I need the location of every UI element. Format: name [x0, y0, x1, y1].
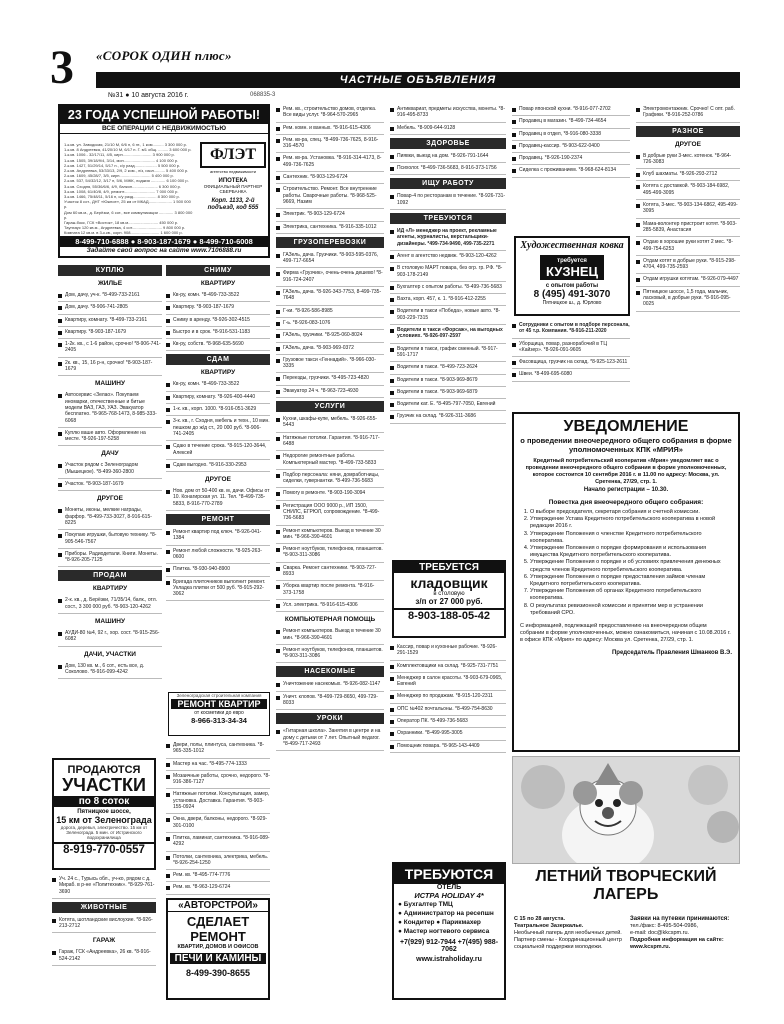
classified-ad: Котята с доставкой. *8-903-184-6982, 495-499-3095	[636, 181, 740, 200]
classified-ad: Кассир, повар и кухонные рабочие. *8-926-291-1529	[390, 642, 506, 661]
estate-listing-row: 2-к.кв. Андреевка, 53/33/13, 2/9, 2 ком., л/з, изол.......... 5 400 000 р.	[64, 168, 189, 174]
masthead	[50, 41, 740, 100]
classified-ad: Автосервис «Зелао». Покупаем иномарки, отечественные и битые модели ВАЗ, ГАЗ, УАЗ. Эвакуатор бесплатно. *8-965-768-1473, 8-985-333-6068	[58, 390, 162, 427]
subsection-header: КВАРТИРУ	[92, 585, 128, 593]
hotel-ad-position: ● Кондитер ● Парикмахер	[398, 919, 481, 926]
classified-ad: Куплю ваше авто. Оформление на месте. *8-926-197-5258	[58, 428, 162, 447]
classified-ad: Пиявки, выезд на дом. *8-926-791-1644	[390, 151, 506, 163]
classified-ad: Агент в агентство недвиж. *8-903-120-4262	[390, 251, 506, 263]
renovation-ad-phone: 8-966-313-34-34	[191, 716, 247, 725]
camp-email: e-mail: doc@kkcspm.ru.	[630, 930, 690, 936]
blacksmith-ad-address: Пятницкое ш., д. Юрлово	[542, 300, 602, 306]
classified-ad: Охранники. *8-499-995-3005	[390, 728, 506, 740]
hotel-jobs-ad	[392, 862, 506, 1000]
classified-ad: Уч. 24 с., Турысь обл., уч-ко, рядом с д. Мираб. в р-не «Политехник». *8-929-761-3690	[52, 874, 156, 899]
avtorstroy-headline: СДЕЛАЕТ РЕМОНТ	[186, 914, 250, 944]
section-header: УРОКИ	[276, 713, 384, 724]
classified-ad: Эвакуатор 24 ч. *8-963-723-4930	[276, 386, 384, 398]
classified-ad: Водители кат. Е. *8-495-797-7050, Евгений	[390, 399, 506, 411]
newspaper-title: «СОРОК ОДИН плюс»	[96, 48, 232, 63]
section-header: УСЛУГИ	[276, 401, 384, 412]
notice-info: С информацией, подлежащей предоставлению на внеочередном общем собрании в форме уполномоченных, можно ознакомиться, начиная с 10.08.2016 г. в офисе КПК «Мрия» по адресу: Москва ул. Сретенка, 27/29, стр. 1.	[520, 623, 731, 644]
meeting-notice	[512, 412, 740, 752]
section-header: РЕМОНТ	[166, 514, 270, 525]
avtorstroy-ad	[166, 898, 270, 1000]
classified-ad: Отдам игрушки котятам. *8-926-079-4497	[636, 274, 740, 286]
classified-ad: Плитка, ламинат, сантехника. *8-916-089-4292	[166, 833, 270, 852]
estate-agency-ad	[58, 104, 270, 258]
estate-ad-title: 23 ГОДА УСПЕШНОЙ РАБОТЫ!	[60, 106, 268, 124]
estate-listing-row: 3-к.кв. Сходня, 55/36/6/6, 4/9, балкон....................... 6 300 000 р.	[64, 183, 182, 189]
estate-site: Задайте свой вопрос на сайте www.7106888.ru	[86, 247, 242, 254]
column-2	[166, 262, 270, 690]
classified-ad: 2-к. кв., д. Берёзки, 71/35/14, балк., отл. сост., 3 300 000 руб. *8-903-120-4262	[58, 595, 162, 614]
notice-signature: Председатель Правления Шманков В.Э.	[611, 650, 732, 657]
classified-ad: Повар японской кухни. *8-916-077-2702	[512, 104, 630, 116]
plots-ad-line: ПРОДАЮТСЯ	[67, 764, 141, 776]
blacksmith-ad-exp: с опытом работы	[545, 283, 599, 289]
classified-ad: Кухни, шкафы-купе, мебель. *8-926-655-5443	[276, 414, 384, 433]
estate-listing-row: 2-к.кв. 537, 54/32/12, 3/17 п, 5/6, МЖК, лоджия ............. 6 100 000 р.	[64, 178, 189, 184]
classified-ad: Отдам котят в добрые руки. *8-915-298-4704, 499-735-2593	[636, 256, 740, 275]
column-4-bottom	[390, 642, 506, 858]
classified-ad: Водители в такси. *8-903-969-8679	[390, 375, 506, 387]
classified-ad: ГАЗель, дача. Грузчики. *8-903-595-0376, 499-717-6654	[276, 250, 384, 269]
renovation-ad	[168, 692, 270, 736]
notice-body: Кредитный потребительский кооператив «Мрия» уведомляет вас о проведении внеочередного общего собрания в форме уполномоченных, которое состоится 10 сентября 2016 г. в 11.00 по адресу: Москва, ул. Сретенка, 27/29, стр. 1.	[525, 458, 727, 485]
column-1-bottom	[52, 874, 156, 1014]
classified-ad: Ремонт компьютеров. Выезд в течение 30 мин. *8-966-390-4601	[276, 626, 384, 645]
renovation-ad-company: Зеленоградская строительная компания	[176, 693, 262, 698]
agency-address: Корп. 1133, 2-й подъезд, код 555	[207, 198, 259, 211]
camp-site: Подробная информация на сайте: www.kcspm.ru.	[630, 937, 724, 950]
classified-ad: ИД «Л» менеджер на проект, рекламные агенты, журналисты, верстальщики-дизайнеры. *499-734-9490, 499-735-2271	[390, 226, 506, 251]
subsection-header: МАШИНУ	[94, 618, 126, 626]
estate-listing-row: Гараж-бокс, ГСК «Восток», 18 кв.м........................... 450 000 р.	[64, 220, 179, 226]
classified-ad: Электрик. *8-903-129-6724	[276, 209, 384, 221]
classified-ad: Электрика, сантехника. *8-916-335-1012	[276, 222, 384, 234]
classified-ad: Антиквариат, предметы искусства, монеты. *8-916-495-8733	[390, 104, 506, 123]
section-header: РАЗНОЕ	[636, 126, 740, 137]
classified-ad: Отдаю в хорошие руки котят 2 мес. *8-499-754-6253	[636, 237, 740, 256]
classified-ad: Уборка квартир после ремонта. *8-916-373-1758	[276, 581, 384, 600]
classified-ad: Электромонтажник. Срочно! С опт. раб. Графики. *8-916-252-0786	[636, 104, 740, 123]
agenda-item: 6. Утверждение Положения о порядке предоставления займов членам Кредитного потребительского кооператива.	[530, 574, 732, 588]
classified-ad: Психолог. *8-499-736-5683, 8-916-373-1756	[390, 163, 506, 175]
classified-ad: Рем. комн. и ванных. *8-916-615-4306	[276, 123, 384, 135]
estate-phones: 8-499-710-6888 ● 8-903-187-1679 ● 8-499-710-6008	[60, 236, 268, 247]
classified-ad: Бухгалтер с опытом работы. *8-499-736-5683	[390, 282, 506, 294]
classified-ad: Продавец в магазин. *8-499-734-4654	[512, 116, 630, 128]
section-header: НАСЕКОМЫЕ	[276, 666, 384, 677]
estate-listing-row: 2-к.кв. 1427, 51/29/14, 5/17 п., с/у разд.................... 5 500 000 р.	[64, 162, 181, 168]
classified-ad: Г-ки. *8-926-586-8985	[276, 306, 384, 318]
camp-applications-label: Заявки на путевки принимаются:	[630, 916, 730, 922]
classified-ad: Сдаю в течение срока. *8-915-120-3644, Алексей	[166, 441, 270, 460]
agenda-item: 3. Утверждение Положения о членстве Кредитного потребительского кооператива.	[530, 531, 732, 545]
estate-listing-row: 2-к.кв. 1609, 45/28/7, 3/5, кирп............................ 5 400 000 р.	[64, 173, 174, 179]
classified-ad: Г-ь. *8-926-083-1076	[276, 318, 384, 330]
subsection-header: КОМПЬЮТЕРНАЯ ПОМОЩЬ	[284, 616, 376, 624]
flat-logo: ФЛЭТ	[200, 142, 266, 168]
renovation-ad-title: РЕМОНТ КВАРТИР	[171, 699, 267, 709]
classified-ad: Приборы. Радиодетали. Книги. Монеты. *8-926-205-7125	[58, 549, 162, 568]
classified-ad: Покупаю игрушки, бытовую технику. *8-905-546-7567	[58, 530, 162, 549]
classified-ad: Дом, 130 кв. м., 6 сот., есть все, д. Соколово. *8-916-099-4242	[58, 661, 162, 680]
subsection-header: КВАРТИРУ	[200, 369, 236, 377]
classified-ad: ОПС №402 почтальоны. *8-499-754-8630	[390, 704, 506, 716]
classified-ad: Сварка. Ремонт сантехники. *8-903-727-8933	[276, 563, 384, 582]
subsection-header: КВАРТИРУ	[200, 280, 236, 287]
classified-ad: 2к. кв., 15, 16 р-н, срочно! *8-903-187-1679	[58, 358, 162, 377]
classified-ad: ГАЗель, дача. *8-926-343-7753, 8-499-735-7648	[276, 287, 384, 306]
section-header: КУПЛЮ	[58, 265, 162, 276]
classified-ad: ГАЗель, дача. *8-903-969-0372	[276, 343, 384, 355]
notice-title: УВЕДОМЛЕНИЕ	[563, 418, 689, 435]
column-1	[58, 262, 162, 752]
classified-ad: Монеты, иконы, мелкие награды, фарфор. *8-499-733-3027, 8-916-615-8225	[58, 505, 162, 530]
camp-phone: тел./факс: 8-495-504-0986,	[630, 923, 699, 929]
column-3	[276, 104, 384, 1016]
plots-ad-phone: 8-919-770-0557	[54, 842, 154, 856]
classified-ad: В столовую МАРТ повара, без огр. гр. РФ. *8-903-178-2149	[390, 263, 506, 282]
column-4	[390, 104, 506, 556]
classified-ad: Котята, 3-мес. *8-903-134-6862, 495-499-3095	[636, 200, 740, 219]
hotel-ad-title: ТРЕБУЮТСЯ	[394, 864, 504, 884]
classified-ad: Клуб шахматы. *8-926-293-2712	[636, 169, 740, 181]
classified-ad: Менеджер в салон красоты. *8-903-679-0965, Евгений	[390, 673, 506, 692]
classified-ad: Оператор ПК. *8-499-736-5683	[390, 716, 506, 728]
estate-listing-row: 3-к.кв. 1008, 61/40/8, 4/9, ремонт............................ 7 000 000 р.	[64, 188, 179, 194]
classified-ad: Рем. кв-ра. Уcтановка. *8-916-314-4173, 8-499-736-7625	[276, 153, 384, 172]
classified-ad: Окна, двери, балконы, недорого. *8-929-301-0100	[166, 814, 270, 833]
classified-ad: Сотрудники с опытом в подборе персонала, от 45 т.р. Компания. *8-916-211-2020	[512, 320, 630, 339]
classified-ad: Повар-4 по ресторанам в течение. *8-926-731-1092	[390, 191, 506, 210]
classified-ad: Ремонт компьютеров. Выезд в течение 30 мин. *8-966-390-4601	[276, 526, 384, 545]
logo-caption: агентство недвижимости	[209, 169, 257, 174]
agenda-item: 5. Утверждение Положения о порядке и об условиях привлечения денежных средств членов Кредитного потребительского кооператива.	[530, 559, 732, 573]
hotel-ad-site: www.istraholiday.ru	[416, 956, 482, 963]
classified-ad: Помогу в ремонте. *8-903-190-3094	[276, 488, 384, 500]
classified-ad: Участок. *8-903-187-1679	[58, 479, 162, 491]
column-6	[636, 104, 740, 408]
classified-ad: Продавец. *8-926-190-2374	[512, 153, 630, 165]
blacksmith-ad-line: Художественная ковка	[520, 240, 624, 251]
classified-ad: Ремонт любой сложности. *8-925-263-0600	[166, 546, 270, 565]
classified-ad: Продавец в отдел, *8-916-080-3338	[512, 129, 630, 141]
classified-ad: Водители в такси «Форсаж», на выгодных условиях. *8-926-097-2597	[390, 325, 506, 344]
subsection-header: ГАРАЖ	[92, 937, 116, 945]
classified-ad: Сниму в аренду. *8-926-302-4515	[166, 315, 270, 327]
agenda-item: 2. Утверждение Устава Кредитного потребительского кооператива в новой редакции 2016 г.	[530, 516, 732, 530]
classified-ad: Сантехник. *8-903-129-6724	[276, 172, 384, 184]
classified-ad: Грузчик на склад. *8-926-311-3686	[390, 411, 506, 423]
classified-ad: Участок рядом с Зеленоградом (Мышецкое). *8-499-360-2800	[58, 460, 162, 479]
subsection-header: ДРУГОЕ	[97, 495, 123, 503]
subsection-header: ДРУГОЕ	[205, 476, 231, 484]
estate-listing-row: 1-к.кв. 1006 - 32/17/11, 4/5, кирп.......................... 3 900 000 р.	[64, 152, 175, 158]
notice-agenda-list	[530, 509, 732, 617]
plots-ad-size: по 8 соток	[54, 796, 154, 807]
classified-ad: В добрые руки 3-мес. котенок. *8-964-726-3083	[636, 151, 740, 170]
camp-description: Необычный лагерь для необычных детей. Партнер смены - Координационный центр социальной поддержки молодежи.	[514, 930, 622, 950]
camp-applications	[630, 916, 740, 923]
estate-listing-row: 1-к.кв. 8 Андреевка, 41/20/10 М, 6/17 п. Г. в/1 общ. ......... 3 600 000 р.	[64, 147, 192, 153]
section-header: ТРЕБУЮТСЯ	[390, 213, 506, 224]
issue-line: №31 ● 10 августа 2016 г.	[108, 92, 189, 99]
classified-ad: Дом, дачу. *8-906-741-2805	[58, 302, 162, 314]
plots-ad-details: дорога, деревья, электричество. 15 км от Зеленограда. 5 мин. от Истринского водохранилища	[60, 825, 148, 840]
blacksmith-ad-label: требуется	[557, 258, 587, 264]
storekeeper-ad-top: ТРЕБУЕТСЯ	[394, 562, 504, 573]
classified-ad: Двери, полы, плинтуса, сантехника. *8-965-335-1012	[166, 740, 270, 759]
camp-title: ЛЕТНИЙ ТВОРЧЕСКИЙ ЛАГЕРЬ	[535, 868, 717, 903]
hotel-ad-position: ● Администратор на ресепшн	[398, 910, 494, 917]
agenda-item: 8. О результатах ревизионной комиссии и принятии мер в устранении требований СРО.	[530, 603, 732, 617]
storekeeper-ad-place: в столовую	[433, 591, 465, 597]
avtorstroy-name: «АВТОРСТРОЙ»	[168, 900, 268, 912]
avtorstroy-phone: 8-499-390-8655	[185, 968, 251, 978]
land-plots-ad	[52, 758, 156, 870]
agenda-item: 4. Утверждение Положения о порядке формирования и использования имущества Кредитного потребительского кооператива.	[530, 545, 732, 559]
subsection-header: ДРУГОЕ	[675, 140, 701, 148]
classified-ad: Регистрация ООО 9000 р., ИП 1500, СНИЛС, ЕГРЮЛ, сопровождение. *8-499-736-5683	[276, 501, 384, 526]
classified-ad: Водители в такси «Победа», новые авто. *8-903-229-7315	[390, 306, 506, 325]
classified-ad: Продавец-кассир. *8-903-622-0400	[512, 141, 630, 153]
notice-registration: Начало регистрации – 10.30.	[583, 487, 669, 493]
classified-ad: Котята, шотландские вислоухие. *8-926-213-2712	[52, 915, 156, 934]
estate-listing-row: 1-к.кв. 1505, 39/18/9/4, 3/14, мон............................ 4 100 000 р.	[64, 157, 179, 163]
estate-ad-subtitle: ВСЕ ОПЕРАЦИИ С НЕДВИЖИМОСТЬЮ	[60, 124, 268, 134]
classified-ad: 3-к. кв., г. Сходня, мебель и техн., 10 мин. пешком до ж/д ст., 20 000 руб. *8-906-741-2405	[166, 416, 270, 441]
plots-ad-road: Пятницкое шоссе,	[77, 809, 131, 815]
classified-ad: Подбор персонала: няни, домработницы, сиделки, гувернантки. *8-499-736-5683	[276, 470, 384, 489]
classified-ad: Рем. кв-ра, спец. *8-499-736-7625, 8-916-316-4570	[276, 135, 384, 154]
blacksmith-ad-phone: 8 (495) 491-3070	[533, 289, 611, 300]
classified-ad: Грузовое такси «Геннадий». *8-966-030-3335	[276, 355, 384, 374]
estate-listing	[64, 142, 194, 236]
classified-ad: ГАЗель, грузчики. *8-925-060-8024	[276, 330, 384, 342]
estate-listing-row: 1-к.кв. ул. Заводская, 21/10 М, 6/6 п, 6 эт., 1 ком.......... 3 300 000 р.	[64, 142, 187, 147]
classified-ad: Швеи. *8-499-695-6080	[512, 369, 630, 381]
classified-ad: Водители в такси. *8-903-969-6879	[390, 387, 506, 399]
camp-theme: Театральное Зазеркалье.	[514, 923, 584, 929]
classified-ad: Водители в такси. *8-499-723-2624	[390, 362, 506, 374]
classified-ad: Мебель. *8-909-644-9128	[390, 123, 506, 135]
column-2-mid	[166, 740, 270, 896]
section-header: СНИМУ	[166, 265, 270, 276]
subsection-header: ДАЧИ, УЧАСТКИ	[84, 650, 136, 658]
section-header: ПРОДАМ	[58, 570, 162, 581]
classified-ad: Фирма «Грузчик», очень-очень дешево! *8-916-724-2407	[276, 268, 384, 287]
classified-ad: Ремонт квартир под ключ. *8-926-041-1384	[166, 527, 270, 546]
classified-ad: Переезды, грузчики. *8-495-723-4820	[276, 373, 384, 385]
classified-ad: 1-2к. кв., с 1-6 район, срочно! *8-906-741-2405	[58, 339, 162, 358]
issue-code: 068835-3	[250, 92, 276, 98]
classified-ad: Вахта, корп. 457, к. 1. *8-916-412-2255	[390, 294, 506, 306]
blacksmith-ad-job	[540, 255, 604, 280]
classified-ad: Мама-волонтер пристроит котят. *8-903-285-5839, Анастасия	[636, 219, 740, 238]
section-header: ИЩУ РАБОТУ	[390, 178, 506, 189]
estate-listing-row: 3-к.кв. 1466, 75/48/11, 5/16 п, с/у разд..................... 8 300 000 р.	[64, 194, 180, 200]
section-header: ЖИВОТНЫЕ	[52, 902, 156, 913]
storekeeper-ad-salary: з/п от 27 000 руб.	[415, 597, 483, 606]
classified-ad: Усл. электрика. *8-916-615-4306	[276, 600, 384, 612]
classified-ad: Кв-ру, комн. *8-499-733-3522	[166, 290, 270, 302]
subsection-header: ЖИЛЬЕ	[97, 280, 123, 287]
section-header: ГРУЗОПЕРЕВОЗКИ	[276, 237, 384, 248]
classified-ad: Дом, дачу, уч-к. *8-499-733-2161	[58, 290, 162, 302]
column-5-mid	[512, 320, 630, 408]
mortgage-partner: ОФИЦИАЛЬНЫЙ ПАРТНЕР СБЕРБАНКА	[203, 184, 263, 194]
camp-contacts	[630, 916, 740, 951]
storekeeper-ad-phone: 8-903-188-05-42	[394, 608, 504, 622]
classified-ad: Водители в такси, график сменный. *8-917-591-1717	[390, 344, 506, 363]
hotel-ad-position: ● Бухгалтер ТМЦ	[398, 901, 453, 908]
classified-ad: Комплектовщики на склад. *8-925-731-7751	[390, 661, 506, 673]
classified-ad: Натяжные потолки. Гарантия. *8-916-717-6488	[276, 433, 384, 452]
classified-ad: Потолки, сантехника, электрика, мебель. *8-926-254-1250	[166, 852, 270, 871]
blacksmith-ad-title: КУЗНЕЦ	[545, 264, 599, 279]
classified-ad: Квартиру. *8-903-187-1679	[166, 302, 270, 314]
classified-ad: Недорогие ремонтные работы. Компьютерный мастер. *8-499-733-5833	[276, 451, 384, 470]
classified-ad: Уничт. клопов. *8-499-729-8650, 499-729-8033	[276, 692, 384, 711]
classified-ad: Ремонт ноутбуков, телефонов, планшетов. *8-903-311-3086	[276, 544, 384, 563]
classified-ad: 1-к. кв., корп. 1000. *8-916-051-3629	[166, 404, 270, 416]
classified-ad: Уборщица, повар, разнорабочий в ТЦ «Кайзер». *8-926-091-9605	[512, 339, 630, 358]
camp-details	[514, 916, 624, 951]
agenda-item: 7. Утверждение Положения об органах Кредитного потребительского кооператива.	[530, 588, 732, 602]
classified-ad: Квартиру, комнату. *8-926-400-4440	[166, 392, 270, 404]
hotel-ad-position: ● Мастер ногтевого сервиса	[398, 928, 490, 935]
hotel-ad-sub: ОТЕЛЬ	[436, 884, 462, 891]
classified-ad: Кв-ру, собств. *8-968-635-5690	[166, 339, 270, 351]
classified-ad: Натяжные потолки. Консультация, замер, установка. Доставка. Гарантия. *8-903-155-0924	[166, 789, 270, 814]
notice-agenda-title: Повестка дня внеочередного общего собрания:	[548, 499, 704, 506]
storekeeper-ad	[392, 560, 506, 638]
classified-ad: Строительство. Ремонт. Все внутренние работы. Сварочные работы. *8-968-525-9669, Назим	[276, 184, 384, 209]
classified-ad: Бригада плиточников выполнит ремонт. Укладка плитки от 500 руб. *8-915-292-3062	[166, 577, 270, 602]
estate-listing-row: Комната 12 кв.м. в 3-к.кв., корп. 908.......................... 1 600 000 р.	[64, 230, 183, 236]
section-header: СДАМ	[166, 354, 270, 365]
clown-illustration	[513, 757, 740, 864]
estate-listing-row: Дом 60 кв.м., д. Берёзки, 6 сот., все коммуникации ............. 3 800 000 р.	[64, 209, 193, 220]
classified-ad: Рем. кв. *8-963-129-6724	[166, 882, 270, 894]
classified-ad: Менеджер по продажам. *8-915-120-2311	[390, 691, 506, 703]
storekeeper-ad-job: кладовщик	[410, 575, 488, 591]
section-title: ЧАСТНЫЕ ОБЪЯВЛЕНИЯ	[96, 72, 740, 88]
classified-ad: Помощник повара. *8-965-143-4409	[390, 741, 506, 753]
classified-ad: Кв-ру, комн. *8-499-733-3522	[166, 379, 270, 391]
hotel-ad-name: ИСТРА HOLIDAY 4*	[414, 891, 484, 900]
classified-ad: АУДИ-80 №4, 92 г., хор. сост. *8-915-256-6082	[58, 628, 162, 647]
agenda-item: 1. О выборе председателя, секретаря собрания и счетной комиссии.	[530, 509, 732, 516]
classified-ad: Пятницкое шоссе, 1,5 года, мальчик, ласковый, в добрые руки. *8-916-095-0025	[636, 287, 740, 312]
page-number: 3	[50, 41, 74, 94]
estate-brand	[200, 142, 266, 212]
camp-dates: С 15 по 28 августа.	[514, 916, 565, 922]
section-header: ЗДОРОВЬЕ	[390, 138, 506, 149]
classified-ad: Быстро и в срок. *8-916-531-1183	[166, 327, 270, 339]
classified-ad: Квартиру. *8-903-187-1679	[58, 327, 162, 339]
notice-subtitle: о проведении внеочередного общего собрания в форме уполномоченных КПК «МРИЯ»	[520, 436, 732, 454]
classified-ad: Рем. кв. *8-495-774-7776	[166, 870, 270, 882]
plots-ad-headline: УЧАСТКИ	[62, 775, 146, 795]
classified-ad: Мозаичные работы, срочно, недорого. *8-916-386-7127	[166, 771, 270, 790]
classified-ad: Гараж, ГСК «Андреевка», 26 кв. *8-916-524-2142	[52, 947, 156, 966]
estate-listing-row: Участок 8 сот., ДНТ «Южное», 25 км от МКАД..................... 1 500 000 р.	[64, 199, 191, 210]
renovation-ad-range: от косметики до евро	[194, 710, 244, 716]
estate-listing-row: Таунхаус 120 кв.м., Андреевка, 4 сот........................... 9 800 000 р.	[64, 225, 186, 231]
classified-ad: Сдам выгодно. *8-916-330-2953	[166, 460, 270, 472]
classified-ad: Уничтожение насекомых. *8-926-082-1147	[276, 679, 384, 691]
column-5	[512, 104, 630, 234]
classified-ad: «Гитарная школа». Занятия в центре и на дому с детьми от 7 лет. Опытный педагог. *8-499-717-2493	[276, 726, 384, 751]
classified-ad: Нов. дом от 50-400 кв. м, дачи. Офисы от 10. Конагирская ул. 11. Тел. *8-499-735-5833, 8-916-770-2789	[166, 486, 270, 511]
classified-ad: Плитка. *8-930-940-8900	[166, 564, 270, 576]
subsection-header: ДАЧУ	[101, 450, 119, 458]
classified-ad: Фасовщица, грузчик на склад. *8-925-123-2611	[512, 357, 630, 369]
classified-ad: Квартиру, комнату. *8-499-733-2161	[58, 315, 162, 327]
avtorstroy-scope: КВАРТИР, ДОМОВ И ОФИСОВ	[177, 944, 259, 950]
mortgage-label: ИПОТЕКА	[218, 178, 248, 184]
classified-ad: Ремонт ноутбуков, телефонов, планшетов. *8-903-311-3086	[276, 645, 384, 664]
plots-ad-distance: 15 км от Зеленограда	[56, 815, 152, 825]
avtorstroy-stoves: ПЕЧИ И КАМИНЫ	[170, 953, 266, 964]
clown-photo	[512, 756, 740, 864]
summer-camp-ad	[512, 756, 740, 1016]
classified-ad: Сиделка с проживанием. *8-968-624-8134	[512, 165, 630, 177]
blacksmith-ad	[514, 236, 630, 316]
hotel-ad-phones: +7(929) 912-7944 +7(495) 988-7062	[399, 939, 499, 953]
classified-ad: Рем. кв., строительство домов, отделка. Все виды услуг. *8-964-570-2965	[276, 104, 384, 123]
classified-ad: Мастер на час. *8-495-774-1333	[166, 759, 270, 771]
subsection-header: МАШИНУ	[94, 380, 126, 388]
